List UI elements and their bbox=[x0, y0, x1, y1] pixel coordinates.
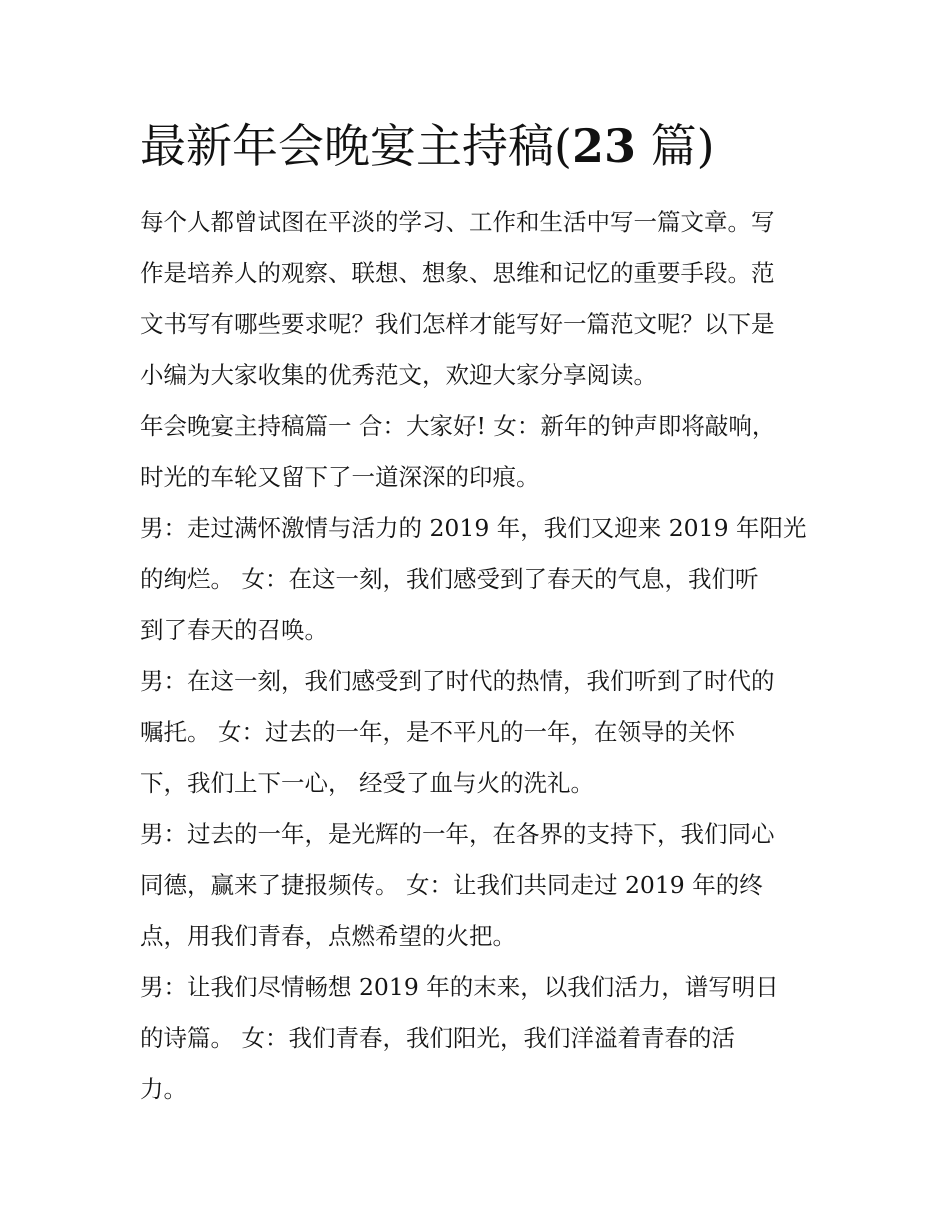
text-line: 男：让我们尽情畅想 2019 年的末来，以我们活力，谱写明日 bbox=[140, 973, 779, 1001]
text-line: 点，用我们青春，点燃希望的火把。 bbox=[140, 922, 516, 950]
text-line: 下，我们上下一心， 经受了血与火的洗礼。 bbox=[140, 769, 594, 797]
title-text: 最新年会晚宴主持稿( bbox=[140, 119, 572, 173]
title-suffix: 篇) bbox=[635, 119, 715, 173]
text-line: 男：走过满怀激情与活力的 2019 年，我们又迎来 2019 年阳光 bbox=[140, 514, 807, 542]
text-line: 年会晚宴主持稿篇一 合：大家好! 女：新年的钟声即将敲响， bbox=[140, 412, 776, 440]
text-line: 文书写有哪些要求呢？我们怎样才能写好一篇范文呢？以下是 bbox=[140, 310, 775, 338]
text-line: 作是培养人的观察、联想、想象、思维和记忆的重要手段。范 bbox=[140, 259, 775, 287]
text-line: 小编为大家收集的优秀范文，欢迎大家分享阅读。 bbox=[140, 361, 657, 389]
text-line: 同德，赢来了捷报频传。 女：让我们共同走过 2019 年的终 bbox=[140, 871, 763, 899]
text-line: 时光的车轮又留下了一道深深的印痕。 bbox=[140, 463, 540, 491]
text-line: 男：在这一刻，我们感受到了时代的热情，我们听到了时代的 bbox=[140, 667, 775, 695]
document-title bbox=[140, 112, 715, 180]
text-line: 的诗篇。 女：我们青春，我们阳光，我们洋溢着青春的活 bbox=[140, 1024, 735, 1052]
text-line: 每个人都曾试图在平淡的学习、工作和生活中写一篇文章。写 bbox=[140, 208, 775, 236]
text-line: 力。 bbox=[140, 1075, 187, 1103]
title-number: 23 bbox=[571, 119, 636, 173]
text-line: 到了春天的召唤。 bbox=[140, 616, 328, 644]
text-line: 嘱托。 女：过去的一年，是不平凡的一年，在领导的关怀 bbox=[140, 718, 735, 746]
text-line: 的绚烂。 女：在这一刻，我们感受到了春天的气息，我们听 bbox=[140, 565, 759, 593]
text-line: 男：过去的一年，是光辉的一年，在各界的支持下，我们同心 bbox=[140, 820, 775, 848]
